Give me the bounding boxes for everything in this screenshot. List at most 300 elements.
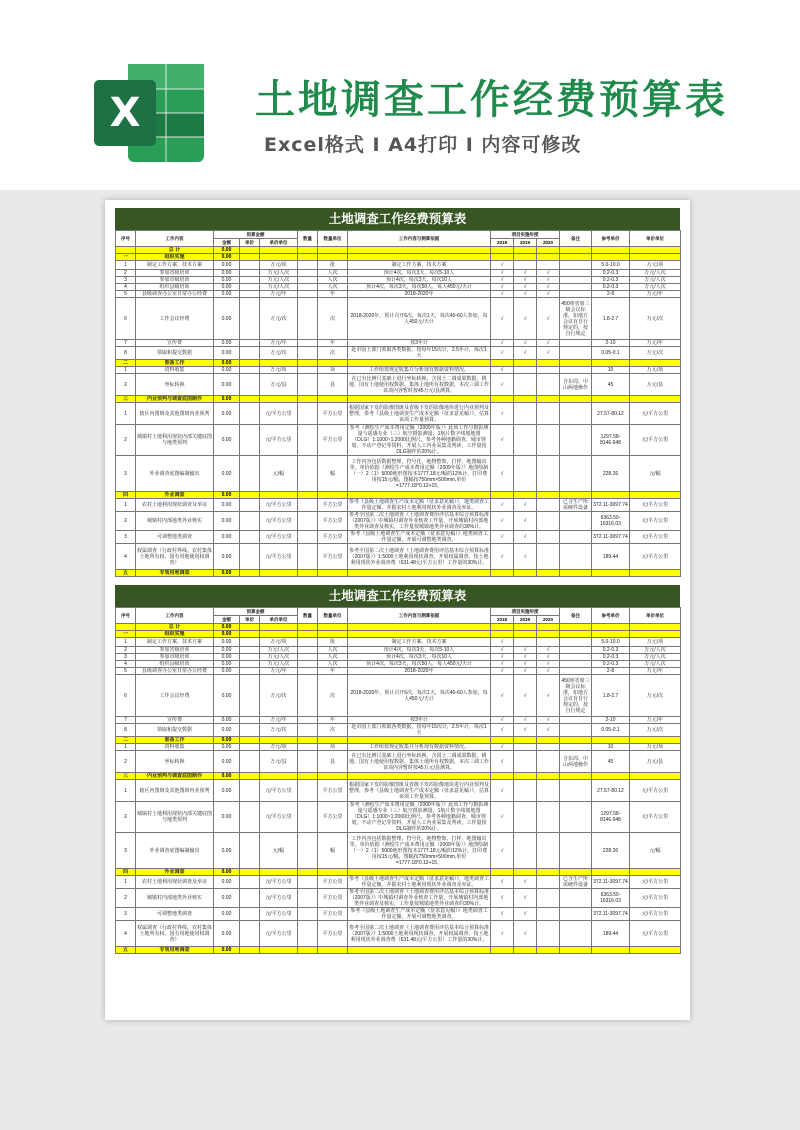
cell-ref: 372.11-3097.74 bbox=[592, 876, 630, 889]
cell-remark bbox=[560, 647, 592, 654]
cell-empty bbox=[592, 869, 630, 876]
cell-empty bbox=[560, 396, 592, 403]
cell-pu: 万元/项 bbox=[630, 261, 681, 270]
cell-empty bbox=[260, 247, 298, 254]
cell-basis: 预计4次，每次3天，每次50人，每人450元/天计 bbox=[348, 661, 491, 668]
cell-y2: √ bbox=[514, 668, 537, 675]
cell-content: 资料收集 bbox=[136, 367, 214, 374]
table-row bbox=[116, 876, 681, 889]
cell-qu: 平方公里 bbox=[318, 908, 348, 921]
cell-empty bbox=[240, 492, 260, 499]
cell-seq: 1 bbox=[116, 499, 136, 512]
cell-seq: 8 bbox=[116, 347, 136, 360]
cell-empty bbox=[560, 624, 592, 631]
cell-unit bbox=[240, 291, 260, 298]
table-row bbox=[116, 654, 681, 661]
cell-content: 制定工作方案、技术方案 bbox=[136, 261, 214, 270]
header-budget: 预算金额 bbox=[214, 608, 298, 616]
cell-empty bbox=[348, 360, 491, 367]
header-unit-price-unit: 单价单位 bbox=[260, 616, 298, 624]
cell-empty bbox=[298, 570, 318, 577]
header-year-2020: 2020 bbox=[537, 239, 560, 247]
cell-remark bbox=[560, 456, 592, 492]
cell-pu: 元/平方公里 bbox=[630, 802, 681, 833]
sheet-title: 土地调查工作经费预算表 bbox=[115, 208, 680, 230]
cell-content: 组织实施 bbox=[136, 254, 214, 261]
cell-remark bbox=[560, 889, 592, 908]
cell-empty bbox=[318, 773, 348, 780]
table-row bbox=[116, 780, 681, 802]
cell-content: 县级调查办公室日常办公经费 bbox=[136, 291, 214, 298]
header-qty: 数量 bbox=[298, 608, 318, 624]
cell-ref: 27.57-80.12 bbox=[592, 780, 630, 802]
cell-qu: 次 bbox=[318, 724, 348, 737]
header-content: 工作内容 bbox=[136, 608, 214, 624]
cell-qty bbox=[298, 638, 318, 647]
cell-unit bbox=[240, 921, 260, 947]
cell-qu: 平方公里 bbox=[318, 531, 348, 544]
cell-amount: 0.00 bbox=[214, 340, 240, 347]
cell-content: 参加市级培训 bbox=[136, 654, 214, 661]
cell-seq: 6 bbox=[116, 298, 136, 340]
cell-pu: 元/平方公里 bbox=[630, 403, 681, 425]
cell-pu: 元/平方公里 bbox=[630, 889, 681, 908]
cell-y3 bbox=[537, 744, 560, 751]
cell-y2 bbox=[514, 802, 537, 833]
cell-empty bbox=[348, 773, 491, 780]
cell-y2: √ bbox=[514, 277, 537, 284]
cell-y1: √ bbox=[491, 531, 514, 544]
preview-canvas bbox=[0, 190, 800, 1130]
cell-empty bbox=[298, 396, 318, 403]
cell-remark bbox=[560, 277, 592, 284]
cell-y1: √ bbox=[491, 647, 514, 654]
cell-basis: 参考《测绘生产成本费用定额（2009年版）》此项工作与摄影测量与遥感专业（三）航空摄影测量、1航片数字线划地图（DLG）1:1000~1:2000比例尺，参考各种地籍调查、城市规划，不动产登记等资料，开展人工内业采集及判读，工作量按DLG制作的20%计。 bbox=[348, 425, 491, 456]
cell-unit bbox=[240, 675, 260, 717]
cell-empty bbox=[348, 947, 491, 954]
cell-empty bbox=[514, 624, 537, 631]
cell-uu: 元/平方公里 bbox=[260, 802, 298, 833]
cell-y3 bbox=[537, 889, 560, 908]
cell-qu: 平方公里 bbox=[318, 403, 348, 425]
cell-content: 内业预判与调查底图制作 bbox=[136, 396, 214, 403]
cell-remark bbox=[560, 291, 592, 298]
cell-qu: 批 bbox=[318, 638, 348, 647]
cell-basis: 赴市国土部门领取各类数据，按每年15次计，2.5年计，每次1天 bbox=[348, 347, 491, 360]
section-row bbox=[116, 631, 681, 638]
cell-y1: √ bbox=[491, 340, 514, 347]
cell-empty bbox=[514, 570, 537, 577]
cell-uu: 万元/次 bbox=[260, 724, 298, 737]
cell-pu: 万元/次 bbox=[630, 298, 681, 340]
cell-empty bbox=[318, 631, 348, 638]
cell-basis: 预计4次，每次3天，每次50人，每人450元/天计 bbox=[348, 284, 491, 291]
table-row bbox=[116, 751, 681, 773]
cell-y2: √ bbox=[514, 876, 537, 889]
cell-y1: √ bbox=[491, 277, 514, 284]
cell-empty bbox=[560, 947, 592, 954]
cell-qu: 人次 bbox=[318, 661, 348, 668]
cell-qty bbox=[298, 833, 318, 869]
cell-y2: √ bbox=[514, 889, 537, 908]
cell-content: 制定工作方案、技术方案 bbox=[136, 638, 214, 647]
cell-seq: 二 bbox=[116, 737, 136, 744]
cell-unit bbox=[240, 403, 260, 425]
cell-pu: 万元/项 bbox=[630, 744, 681, 751]
cell-ref: 6363.50-16316.03 bbox=[592, 889, 630, 908]
cell-uu: 元/平方公里 bbox=[260, 921, 298, 947]
cell-qty bbox=[298, 724, 318, 737]
cell-y2: √ bbox=[514, 654, 537, 661]
cell-y3: √ bbox=[537, 298, 560, 340]
cell-seq: 1 bbox=[116, 780, 136, 802]
cell-remark: 已含生产所需硬件设备 bbox=[560, 876, 592, 889]
cell-seq: 6 bbox=[116, 675, 136, 717]
cell-amount: 0.00 bbox=[214, 908, 240, 921]
cell-empty bbox=[560, 631, 592, 638]
cell-qu: 项 bbox=[318, 744, 348, 751]
cell-remark bbox=[560, 921, 592, 947]
header-seq: 序号 bbox=[116, 231, 136, 247]
cell-qty bbox=[298, 668, 318, 675]
table-row bbox=[116, 724, 681, 737]
cell-empty bbox=[592, 492, 630, 499]
cell-content: 权属调查（行政村界线、农村集体土地所有权、国有用地使用权调查） bbox=[136, 921, 214, 947]
cell-remark bbox=[560, 724, 592, 737]
cell-y3 bbox=[537, 261, 560, 270]
cell-empty bbox=[592, 396, 630, 403]
section-row bbox=[116, 947, 681, 954]
cell-unit bbox=[240, 284, 260, 291]
cell-amount: 0.00 bbox=[214, 284, 240, 291]
cell-empty bbox=[260, 254, 298, 261]
table-row bbox=[116, 425, 681, 456]
cell-seq: 5 bbox=[116, 291, 136, 298]
cell-unit bbox=[240, 261, 260, 270]
cell-y2: √ bbox=[514, 661, 537, 668]
cell-unit bbox=[240, 668, 260, 675]
cell-content: 组织县级培训 bbox=[136, 284, 214, 291]
cell-qty bbox=[298, 675, 318, 717]
cell-empty bbox=[260, 737, 298, 744]
header-years: 项目实施年度 bbox=[491, 231, 560, 239]
cell-content: 资料收集 bbox=[136, 744, 214, 751]
cell-empty bbox=[318, 869, 348, 876]
cell-amount: 0.00 bbox=[214, 570, 240, 577]
table-row bbox=[116, 277, 681, 284]
cell-seq: 1 bbox=[116, 876, 136, 889]
cell-content: 总 计 bbox=[136, 247, 214, 254]
header-unit-price-unit: 单价单位 bbox=[260, 239, 298, 247]
cell-empty bbox=[260, 492, 298, 499]
cell-remark bbox=[560, 261, 592, 270]
total-row bbox=[116, 624, 681, 631]
cell-amount: 0.00 bbox=[214, 661, 240, 668]
section-row bbox=[116, 570, 681, 577]
table-row bbox=[116, 668, 681, 675]
cell-y3: √ bbox=[537, 661, 560, 668]
cell-empty bbox=[298, 947, 318, 954]
cell-content: 农村土地利用现状调查及举证 bbox=[136, 499, 214, 512]
cell-basis: 工作组按规定收集并分析现有数据资料情况。 bbox=[348, 367, 491, 374]
cell-empty bbox=[240, 624, 260, 631]
cell-y2 bbox=[514, 751, 537, 773]
cell-basis: 参考全国第二次土地调查《土地调查费用评估基本综合预算标准（2007版）》1:5000土地利用现状调查，开展权属调查，按土地利用现状外业调查费（631.48元/平方公里）工作量的30%计。 bbox=[348, 544, 491, 570]
cell-pu: 元/平方公里 bbox=[630, 876, 681, 889]
table-row bbox=[116, 544, 681, 570]
table-row bbox=[116, 638, 681, 647]
cell-qty bbox=[298, 921, 318, 947]
table-row bbox=[116, 499, 681, 512]
cell-empty bbox=[240, 947, 260, 954]
cell-empty bbox=[240, 869, 260, 876]
cell-unit bbox=[240, 833, 260, 869]
cell-content: 坐标转换 bbox=[136, 374, 214, 396]
cell-ref: 189.44 bbox=[592, 544, 630, 570]
cell-unit bbox=[240, 270, 260, 277]
cell-y2 bbox=[514, 456, 537, 492]
cell-amount: 0.00 bbox=[214, 512, 240, 531]
cell-empty bbox=[537, 254, 560, 261]
cell-uu: 万元/项 bbox=[260, 367, 298, 374]
cell-seq: 2 bbox=[116, 425, 136, 456]
cell-unit bbox=[240, 638, 260, 647]
header-year-2020: 2020 bbox=[537, 616, 560, 624]
cell-remark bbox=[560, 531, 592, 544]
cell-pu: 万元/项 bbox=[630, 638, 681, 647]
cell-ref: 10 bbox=[592, 744, 630, 751]
cell-empty bbox=[348, 624, 491, 631]
cell-uu: 元/平方公里 bbox=[260, 531, 298, 544]
cell-qu: 平方公里 bbox=[318, 425, 348, 456]
cell-qty bbox=[298, 425, 318, 456]
cell-content: 工作会议经费 bbox=[136, 298, 214, 340]
cell-amount: 0.00 bbox=[214, 261, 240, 270]
cell-uu: 万元/次 bbox=[260, 675, 298, 717]
cell-pu: 万元/年 bbox=[630, 668, 681, 675]
cell-empty bbox=[537, 773, 560, 780]
cell-y1: √ bbox=[491, 638, 514, 647]
cell-remark bbox=[560, 717, 592, 724]
cell-empty bbox=[491, 947, 514, 954]
cell-empty bbox=[348, 254, 491, 261]
cell-basis: 2018-2020年 bbox=[348, 291, 491, 298]
cell-qu: 年 bbox=[318, 291, 348, 298]
cell-ref: 6363.50-16316.03 bbox=[592, 512, 630, 531]
cell-qty bbox=[298, 291, 318, 298]
cell-basis: 2018-2020年 bbox=[348, 668, 491, 675]
table-row bbox=[116, 531, 681, 544]
cell-empty bbox=[318, 254, 348, 261]
cell-pu: 元/平方公里 bbox=[630, 921, 681, 947]
cell-qu: 批 bbox=[318, 261, 348, 270]
cell-basis: 参考《县级土地调查生产成本定额（征求意见稿）》，地类调查工作量定额，并据农村土地利用现状外业调查及举证。 bbox=[349, 876, 490, 888]
cell-amount: 0.00 bbox=[214, 947, 240, 954]
cell-amount: 0.00 bbox=[214, 374, 240, 396]
cell-ref: 0.2-0.3 bbox=[592, 277, 630, 284]
cell-content: 城镇村土地利用现状内部关键底图与地类预判 bbox=[136, 802, 214, 833]
cell-y3 bbox=[537, 531, 560, 544]
cell-empty bbox=[560, 737, 592, 744]
cell-basis: 在已有比例尺基础上进行坐标转换，含国土二调成果数据、耕地、国有土地使用权数据、集体土地所有权数据，本次三调工作该项内容暂时按45万元/县测算。 bbox=[349, 375, 490, 394]
cell-basis: 按3年计 bbox=[348, 340, 491, 347]
cell-empty bbox=[298, 737, 318, 744]
table-body bbox=[116, 247, 681, 577]
cell-seq: 一 bbox=[116, 631, 136, 638]
cell-seq: 2 bbox=[116, 512, 136, 531]
cell-content: 准备工作 bbox=[136, 360, 214, 367]
cell-pu: 万元/年 bbox=[630, 717, 681, 724]
cell-pu: 万元/县 bbox=[630, 751, 681, 773]
cell-content: 农村土地利用现状调查及举证 bbox=[136, 876, 214, 889]
cell-ref: 5.0-10.0 bbox=[592, 261, 630, 270]
cell-uu: 万元/项 bbox=[260, 261, 298, 270]
cell-y3 bbox=[537, 499, 560, 512]
cell-remark bbox=[560, 654, 592, 661]
cell-content: 参加市级培训 bbox=[136, 277, 214, 284]
excel-icon bbox=[90, 58, 210, 168]
cell-qu: 人次 bbox=[318, 277, 348, 284]
cell-y2 bbox=[514, 261, 537, 270]
cell-basis: 参考《县级土地调查生产成本定额（征求意见稿）》地类调查工作量定额，开展可调整地类调查。 bbox=[348, 531, 491, 544]
cell-empty bbox=[491, 624, 514, 631]
cell-content: 城镇村土地利用现状内部关键底图与地类预判 bbox=[136, 425, 214, 456]
cell-qty bbox=[298, 661, 318, 668]
cell-seq: 3 bbox=[116, 908, 136, 921]
cell-basis: 在已有比例尺基础上进行坐标转换，含国土二调成果数据、耕地、国有土地使用权数据、集体土地所有权数据，本次三调工作该项内容暂时按45万元/县测算。 bbox=[349, 752, 490, 771]
table-row bbox=[116, 921, 681, 947]
cell-remark bbox=[560, 661, 592, 668]
cell-basis: 制定工作方案、技术方案 bbox=[348, 638, 491, 647]
cell-y1: √ bbox=[491, 284, 514, 291]
cell-seq: 3 bbox=[116, 456, 136, 492]
cell-empty bbox=[514, 254, 537, 261]
cell-empty bbox=[298, 254, 318, 261]
cell-remark: 含东周、中山两地操作 bbox=[560, 374, 592, 396]
header-qty-unit: 数量单位 bbox=[318, 231, 348, 247]
cell-y3 bbox=[537, 876, 560, 889]
cell-y1: √ bbox=[491, 675, 514, 717]
cell-unit bbox=[240, 512, 260, 531]
cell-unit bbox=[240, 744, 260, 751]
cell-uu: 万元/项 bbox=[260, 638, 298, 647]
cell-y1: √ bbox=[491, 512, 514, 531]
cell-ref: 0.2-0.3 bbox=[592, 270, 630, 277]
cell-ref: 5.0-10.0 bbox=[592, 638, 630, 647]
cell-ref: 1.8-2.7 bbox=[592, 675, 630, 717]
cell-qty bbox=[298, 531, 318, 544]
cell-empty bbox=[491, 869, 514, 876]
cell-uu: 元/幅 bbox=[260, 456, 298, 492]
cell-pu: 元/平方公里 bbox=[630, 544, 681, 570]
cell-basis: 预计4次，每次3天，每次10人 bbox=[348, 277, 491, 284]
cell-empty bbox=[560, 254, 592, 261]
cell-empty bbox=[348, 570, 491, 577]
cell-pu: 元/平方公里 bbox=[630, 780, 681, 802]
cell-seq: 4 bbox=[116, 921, 136, 947]
cell-empty bbox=[630, 869, 681, 876]
cell-amount: 0.00 bbox=[214, 876, 240, 889]
header-basis: 工作内容与测算依据 bbox=[348, 608, 491, 624]
cell-amount: 0.00 bbox=[214, 270, 240, 277]
cell-empty bbox=[537, 247, 560, 254]
table-row bbox=[116, 833, 681, 869]
cell-empty bbox=[630, 947, 681, 954]
cell-qu: 次 bbox=[318, 298, 348, 340]
cell-seq: 7 bbox=[116, 717, 136, 724]
cell-basis: 2018-2020年，预计召开6次，每次1天，每次40-60人参加，每人450元/天计 bbox=[348, 675, 491, 717]
cell-unit bbox=[240, 456, 260, 492]
cell-unit bbox=[240, 367, 260, 374]
cell-empty bbox=[514, 869, 537, 876]
cell-qty bbox=[298, 347, 318, 360]
cell-remark bbox=[560, 512, 592, 531]
section-row bbox=[116, 737, 681, 744]
cell-empty bbox=[560, 360, 592, 367]
cell-y3: √ bbox=[537, 284, 560, 291]
cell-qu: 平方公里 bbox=[318, 544, 348, 570]
cell-empty bbox=[240, 631, 260, 638]
cell-uu: 万元/项 bbox=[260, 744, 298, 751]
cell-amount: 0.00 bbox=[214, 396, 240, 403]
cell-remark bbox=[560, 270, 592, 277]
cell-unit bbox=[240, 374, 260, 396]
cell-remark bbox=[560, 347, 592, 360]
cell-content: 参加省级培训 bbox=[136, 647, 214, 654]
sheet-copy-1 bbox=[115, 208, 680, 577]
cell-qty bbox=[298, 374, 318, 396]
table-row bbox=[116, 298, 681, 340]
cell-y3: √ bbox=[537, 647, 560, 654]
cell-content: 内业预判与调查底图制作 bbox=[136, 773, 214, 780]
cell-amount: 0.00 bbox=[214, 277, 240, 284]
cell-empty bbox=[592, 737, 630, 744]
cell-content: 准备工作 bbox=[136, 737, 214, 744]
section-row bbox=[116, 396, 681, 403]
cell-seq: 1 bbox=[116, 261, 136, 270]
table-row bbox=[116, 261, 681, 270]
cell-pu: 元/平方公里 bbox=[630, 499, 681, 512]
cell-ref: 0.05-0.1 bbox=[592, 347, 630, 360]
cell-empty bbox=[537, 947, 560, 954]
cell-empty bbox=[491, 254, 514, 261]
cell-empty bbox=[630, 737, 681, 744]
cell-y3 bbox=[537, 833, 560, 869]
cell-y2: √ bbox=[514, 908, 537, 921]
cell-empty bbox=[592, 631, 630, 638]
header-year-2019: 2019 bbox=[514, 616, 537, 624]
header-seq: 序号 bbox=[116, 608, 136, 624]
cell-empty bbox=[592, 570, 630, 577]
cell-uu: 元/平方公里 bbox=[260, 425, 298, 456]
table-row bbox=[116, 647, 681, 654]
cell-seq: 五 bbox=[116, 570, 136, 577]
cell-empty bbox=[630, 360, 681, 367]
cell-content: 组织实施 bbox=[136, 631, 214, 638]
cell-qty bbox=[298, 751, 318, 773]
cell-empty bbox=[514, 396, 537, 403]
page-subtitle: Excel格式 I A4打印 I 内容可修改 bbox=[264, 134, 582, 156]
cell-pu: 元/幅 bbox=[630, 456, 681, 492]
cell-empty bbox=[630, 773, 681, 780]
cell-uu: 万元/年 bbox=[260, 668, 298, 675]
cell-unit bbox=[240, 544, 260, 570]
cell-empty bbox=[318, 247, 348, 254]
cell-empty bbox=[298, 360, 318, 367]
header-remark: 备注 bbox=[560, 608, 592, 624]
cell-ref: 10 bbox=[592, 367, 630, 374]
cell-y3 bbox=[537, 544, 560, 570]
